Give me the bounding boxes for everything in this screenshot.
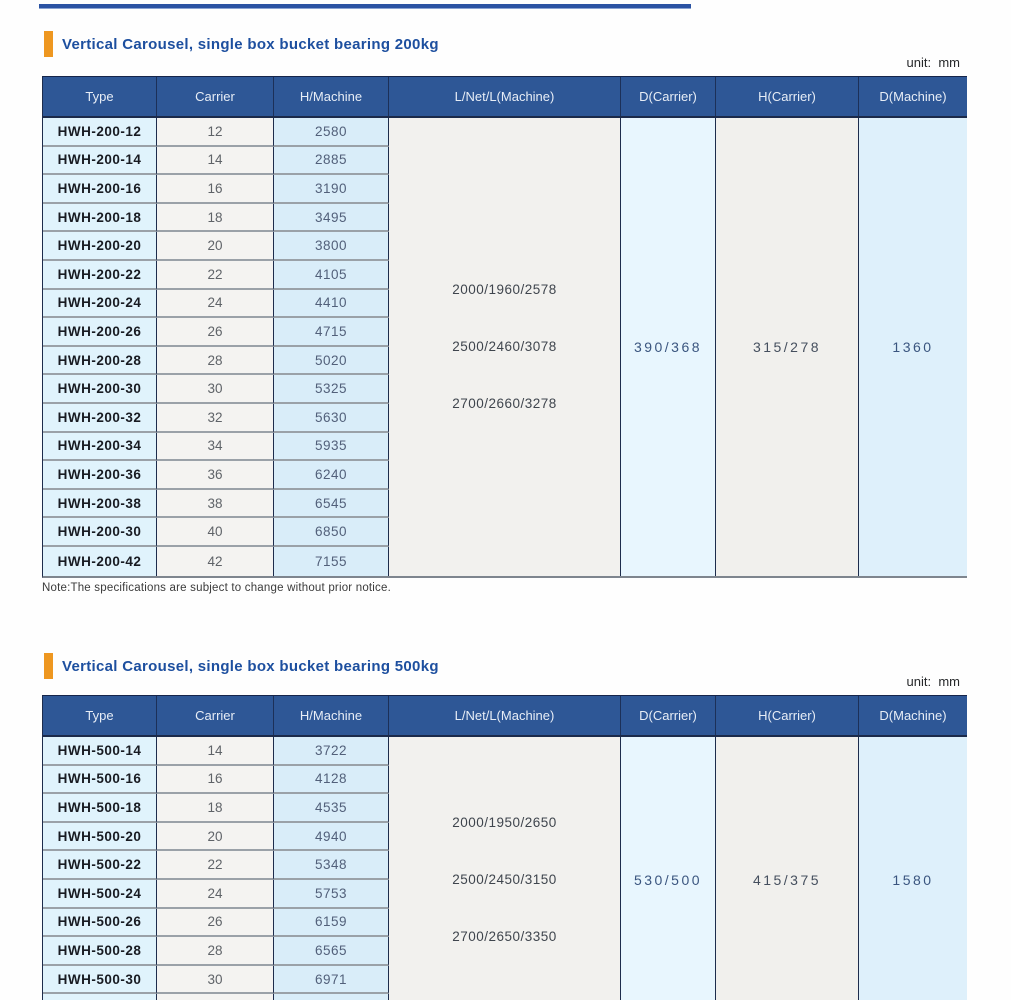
carrier-cell: 18 [157, 204, 274, 233]
type-cell: HWH-200-28 [43, 347, 157, 376]
hmachine-cell: 6971 [274, 966, 389, 995]
carrier-cell: 40 [157, 518, 274, 547]
hmachine-cell: 5630 [274, 404, 389, 433]
carrier-cell: 36 [157, 461, 274, 490]
unit-label-500kg: unit: mm [906, 674, 960, 689]
carrier-cell: 14 [157, 737, 274, 766]
lnet-value: 2700/2660/3278 [452, 396, 557, 412]
column-header-7: D(Machine) [879, 89, 947, 104]
column-header-5: D(Carrier) [621, 77, 716, 116]
table-header [43, 696, 967, 737]
hmachine-cell: 5935 [274, 433, 389, 462]
note-text: Note:The specifications are subject to change without prior notice. [42, 582, 391, 594]
spec-table-200kg [42, 76, 967, 578]
section-header-200kg [44, 31, 439, 57]
lnet-value: 2000/1950/2650 [452, 815, 557, 831]
carrier-cell: 16 [157, 766, 274, 795]
carrier-cell: 28 [157, 937, 274, 966]
type-cell: HWH-200-14 [43, 147, 157, 176]
table-body [43, 737, 967, 1000]
type-cell: HWH-200-26 [43, 318, 157, 347]
section-title-200kg: Vertical Carousel, single box bucket bearing 200kg [62, 35, 439, 53]
carrier-cell: 22 [157, 851, 274, 880]
hmachine-cell: 5753 [274, 880, 389, 909]
type-cell: HWH-200-24 [43, 290, 157, 319]
type-cell [43, 994, 157, 1000]
column-header-3: H/Machine [274, 77, 389, 116]
carrier-cell: 32 [157, 404, 274, 433]
carrier-cell: 30 [157, 966, 274, 995]
type-cell: HWH-200-18 [43, 204, 157, 233]
orange-bar-icon [44, 653, 53, 679]
carrier-cell: 28 [157, 347, 274, 376]
type-cell: HWH-200-34 [43, 433, 157, 462]
type-cell: HWH-500-26 [43, 909, 157, 938]
type-cell: HWH-200-30 [43, 375, 157, 404]
carrier-cell: 26 [157, 318, 274, 347]
carrier-cell: 42 [157, 547, 274, 576]
hmachine-cell: 4535 [274, 794, 389, 823]
hmachine-cell: 6240 [274, 461, 389, 490]
column-header-6: H(Carrier) [716, 77, 859, 116]
hmachine-cell: 3495 [274, 204, 389, 233]
carrier-cell: 20 [157, 823, 274, 852]
carrier-cell: 20 [157, 232, 274, 261]
table-header [43, 77, 967, 118]
type-cell: HWH-200-38 [43, 490, 157, 519]
carrier-cell [157, 994, 274, 1000]
type-cell: HWH-500-28 [43, 937, 157, 966]
column-header-2: Carrier [157, 696, 274, 735]
hmachine-cell: 4410 [274, 290, 389, 319]
hmachine-cell: 3722 [274, 737, 389, 766]
column-header-1: Type [43, 77, 157, 116]
carrier-cell: 22 [157, 261, 274, 290]
hmachine-cell: 6850 [274, 518, 389, 547]
hmachine-cell: 5325 [274, 375, 389, 404]
type-cell: HWH-200-20 [43, 232, 157, 261]
type-cell: HWH-200-30 [43, 518, 157, 547]
unit-label-200kg: unit: mm [906, 55, 960, 70]
type-cell: HWH-200-12 [43, 118, 157, 147]
carrier-cell: 18 [157, 794, 274, 823]
type-cell: HWH-500-30 [43, 966, 157, 995]
column-header-5: D(Carrier) [621, 696, 716, 735]
hmachine-cell: 7155 [274, 547, 389, 576]
hmachine-cell: 2885 [274, 147, 389, 176]
column-header-6: H(Carrier) [716, 696, 859, 735]
type-cell: HWH-500-22 [43, 851, 157, 880]
l-net-merged-cell [389, 737, 621, 1000]
hmachine-cell: 3190 [274, 175, 389, 204]
d-carrier-merged-cell: 390/368 [621, 118, 716, 576]
carrier-cell: 24 [157, 290, 274, 319]
type-cell: HWH-500-16 [43, 766, 157, 795]
hmachine-cell: 4128 [274, 766, 389, 795]
carrier-cell: 14 [157, 147, 274, 176]
column-header-3: H/Machine [274, 696, 389, 735]
hmachine-cell: 5020 [274, 347, 389, 376]
carrier-cell: 30 [157, 375, 274, 404]
spec-table-500kg [42, 695, 967, 1000]
carrier-cell: 26 [157, 909, 274, 938]
type-cell: HWH-200-42 [43, 547, 157, 576]
lnet-value: 2000/1960/2578 [452, 282, 557, 298]
column-header-4: L/Net/L(Machine) [389, 77, 621, 116]
d-carrier-merged-cell: 530/500 [621, 737, 716, 1000]
column-header-7: D(Machine) [879, 708, 947, 723]
carrier-cell: 16 [157, 175, 274, 204]
hmachine-cell: 4715 [274, 318, 389, 347]
d-machine-merged-cell: 1580 [859, 737, 967, 1000]
lnet-value: 2700/2650/3350 [452, 929, 557, 945]
type-cell: HWH-500-18 [43, 794, 157, 823]
h-carrier-merged-cell: 415/375 [716, 737, 859, 1000]
type-cell: HWH-200-22 [43, 261, 157, 290]
type-cell: HWH-200-16 [43, 175, 157, 204]
carrier-cell: 24 [157, 880, 274, 909]
hmachine-cell: 6545 [274, 490, 389, 519]
type-cell: HWH-200-32 [43, 404, 157, 433]
l-net-merged-cell [389, 118, 621, 576]
carrier-cell: 34 [157, 433, 274, 462]
table-body [43, 118, 967, 576]
type-cell: HWH-500-20 [43, 823, 157, 852]
column-header-1: Type [43, 696, 157, 735]
hmachine-cell: 6565 [274, 937, 389, 966]
section-header-500kg [44, 653, 439, 679]
column-header-4: L/Net/L(Machine) [389, 696, 621, 735]
d-machine-merged-cell: 1360 [859, 118, 967, 576]
type-cell: HWH-200-36 [43, 461, 157, 490]
column-header-2: Carrier [157, 77, 274, 116]
hmachine-cell: 2580 [274, 118, 389, 147]
orange-bar-icon [44, 31, 53, 57]
h-carrier-merged-cell: 315/278 [716, 118, 859, 576]
hmachine-cell: 6159 [274, 909, 389, 938]
hmachine-cell: 4940 [274, 823, 389, 852]
lnet-value: 2500/2450/3150 [452, 872, 557, 888]
lnet-value: 2500/2460/3078 [452, 339, 557, 355]
carrier-cell: 12 [157, 118, 274, 147]
hmachine-cell: 5348 [274, 851, 389, 880]
hmachine-cell: 3800 [274, 232, 389, 261]
type-cell: HWH-500-24 [43, 880, 157, 909]
hmachine-cell [274, 994, 389, 1000]
type-cell: HWH-500-14 [43, 737, 157, 766]
top-rule-divider [39, 4, 691, 9]
section-title-500kg: Vertical Carousel, single box bucket bearing 500kg [62, 657, 439, 675]
carrier-cell: 38 [157, 490, 274, 519]
hmachine-cell: 4105 [274, 261, 389, 290]
